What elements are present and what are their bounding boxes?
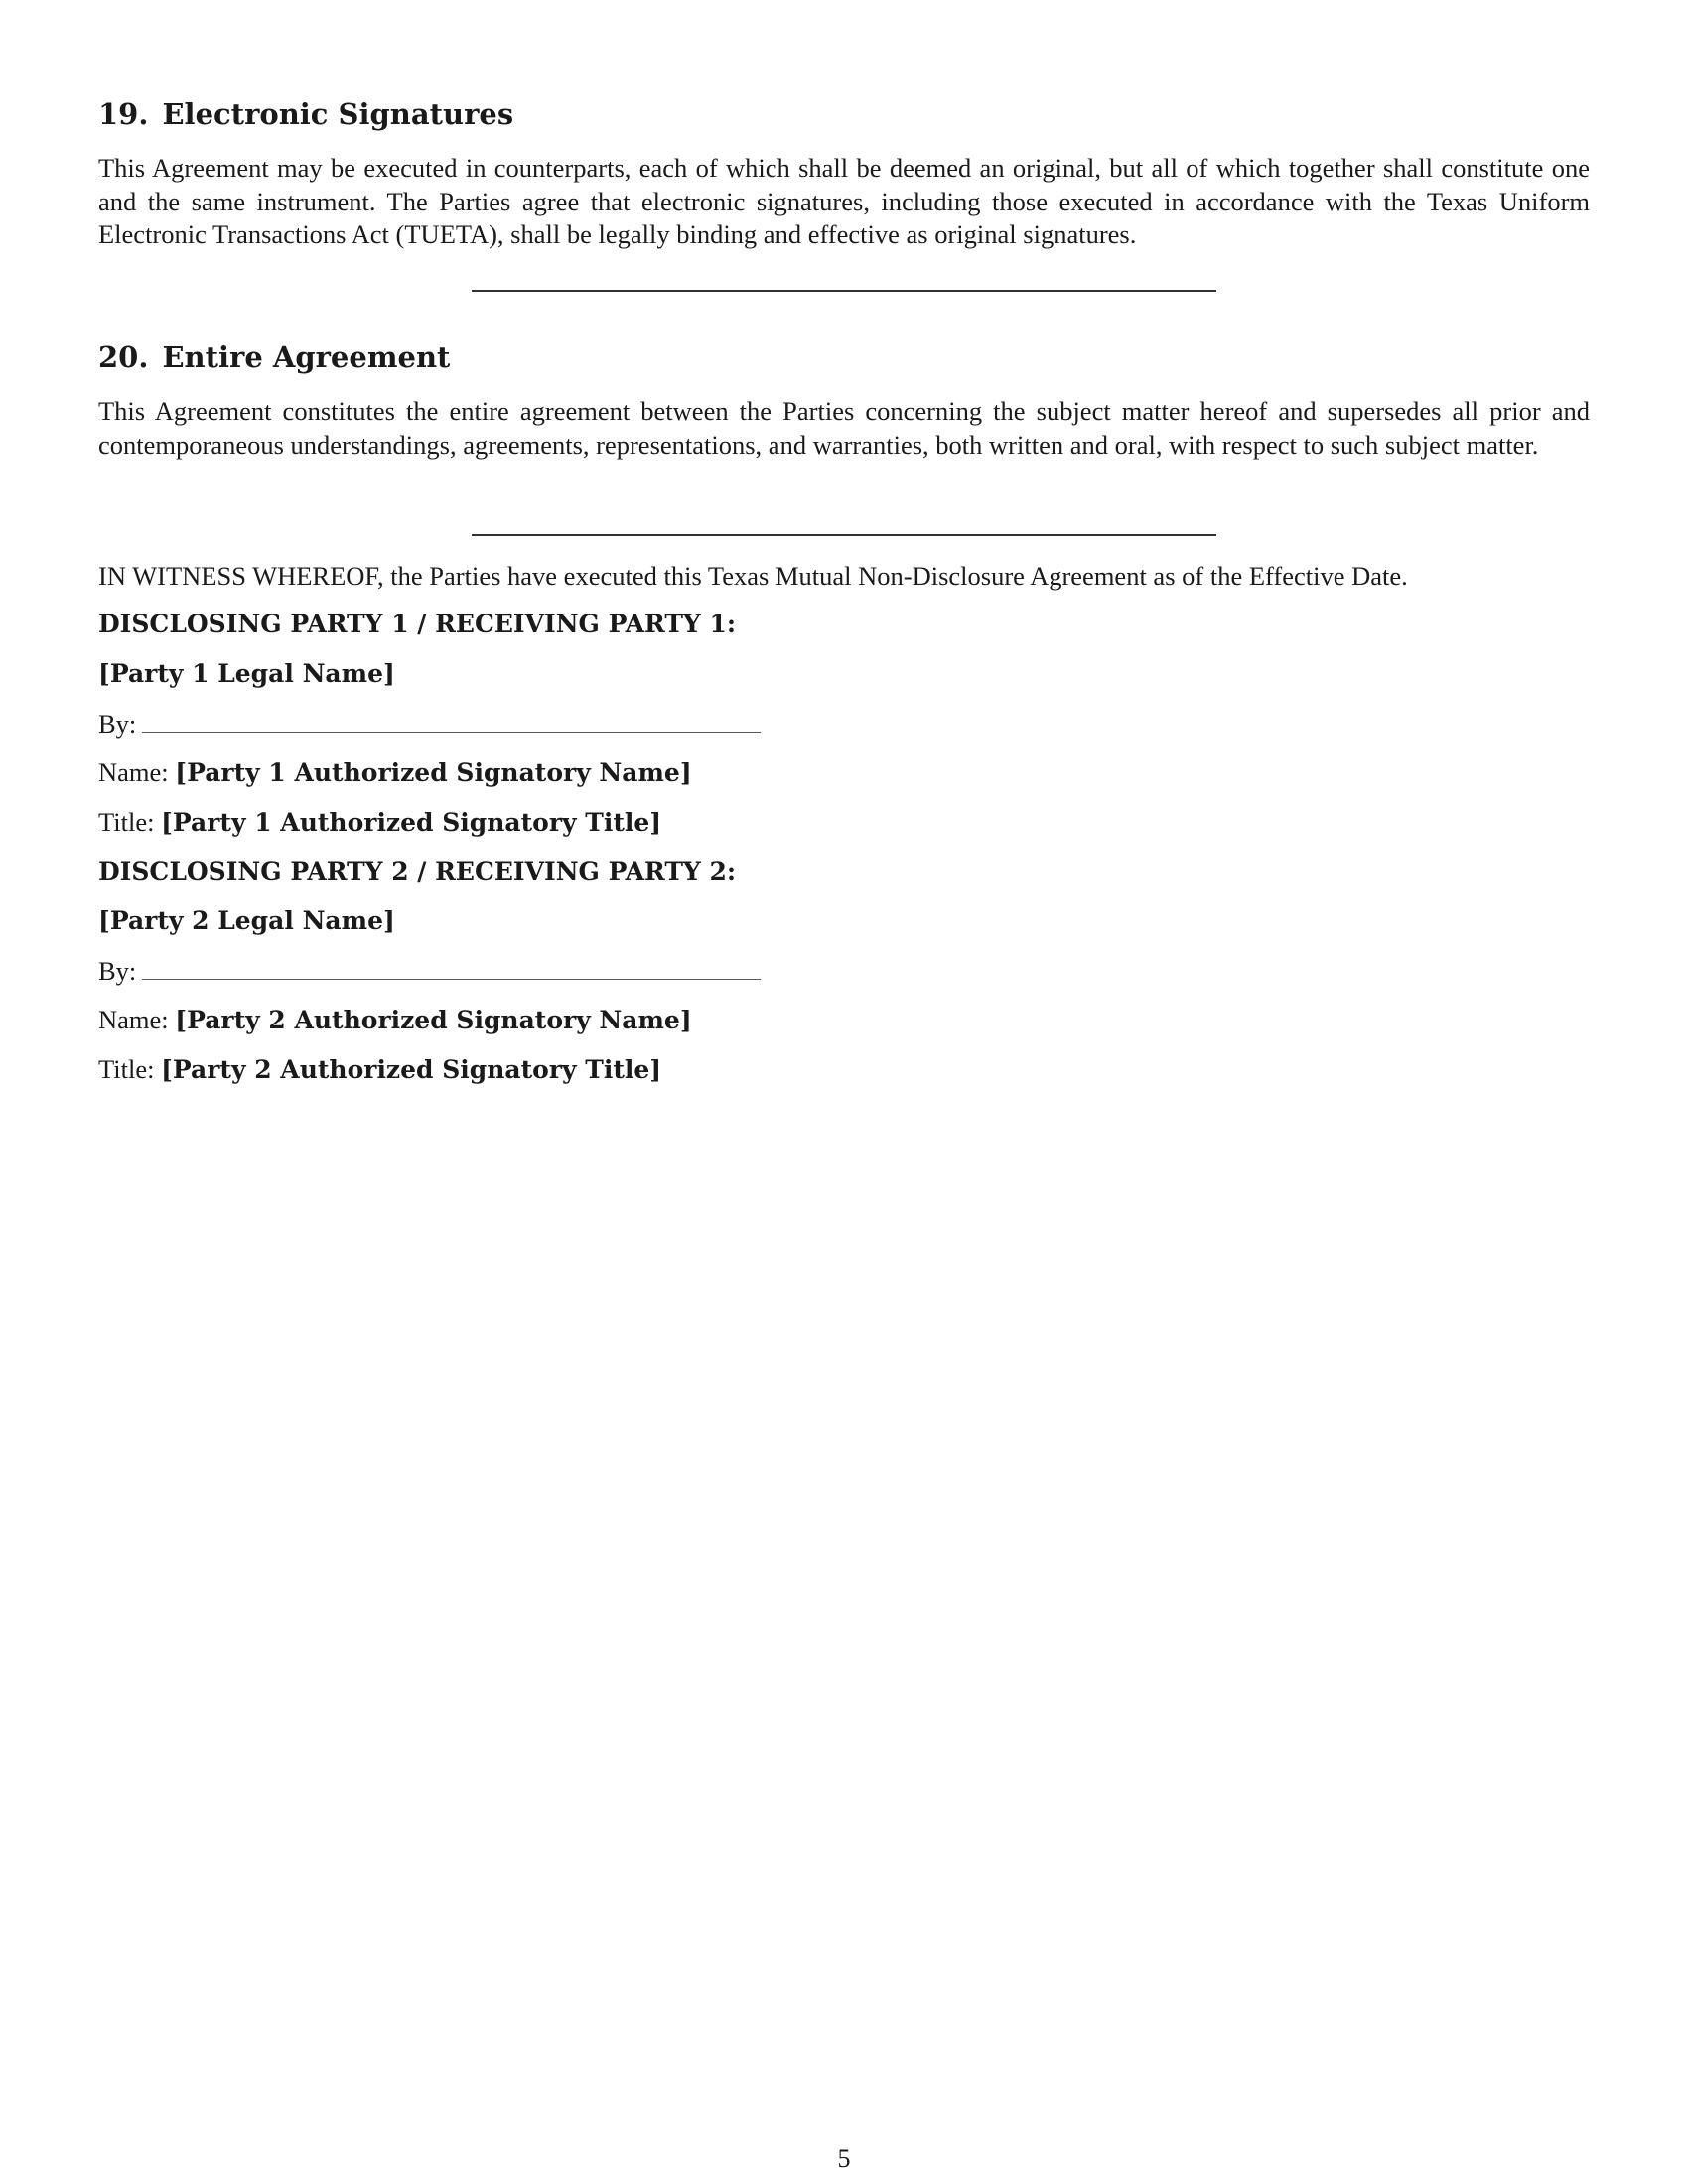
signature-block-heading-party-2: DISCLOSING PARTY 2 / RECEIVING PARTY 2:: [98, 857, 737, 886]
section-title: Entire Agreement: [162, 341, 451, 374]
name-label: Name:: [98, 757, 169, 787]
party-1-signature-field[interactable]: [142, 710, 761, 733]
party-2-signature-field[interactable]: [142, 957, 761, 980]
section-body-electronic-signatures: This Agreement may be executed in counterparts, each of which shall be deemed an original, but all of which together shall constitute one and the same instrument. The Parties agree that electronic signatures, including those executed in accordance with the Texas Uniform Electronic Transactions Act (TUETA), shall be legally binding and effective as original signatures.: [98, 153, 1590, 249]
signature-block-heading-party-1: DISCLOSING PARTY 1 / RECEIVING PARTY 1:: [98, 610, 737, 638]
title-label: Title:: [98, 1054, 155, 1084]
page-number: 5: [837, 2144, 851, 2173]
party-1-legal-name: [Party 1 Legal Name]: [98, 659, 395, 688]
party-1-signatory-name: [Party 1 Authorized Signatory Name]: [175, 758, 692, 787]
party-1-signatory-title: [Party 1 Authorized Signatory Title]: [161, 808, 662, 837]
section-number: 19.: [98, 97, 149, 131]
party-2-signatory-title: [Party 2 Authorized Signatory Title]: [161, 1055, 662, 1084]
section-divider: [472, 534, 1216, 536]
section-heading-electronic-signatures: [98, 97, 513, 131]
by-label: By:: [98, 709, 137, 739]
party-2-title-line: [98, 1053, 661, 1086]
witness-statement: IN WITNESS WHEREOF, the Parties have executed this Texas Mutual Non-Disclosure Agreement as of the Effective Date.: [98, 561, 1408, 591]
party-2-legal-name: [Party 2 Legal Name]: [98, 906, 395, 935]
party-2-name-line: [98, 1004, 692, 1036]
title-label: Title:: [98, 807, 155, 837]
party-2-signatory-name: [Party 2 Authorized Signatory Name]: [175, 1006, 692, 1034]
name-label: Name:: [98, 1005, 169, 1034]
party-1-by-line: [98, 708, 761, 740]
section-heading-entire-agreement: [98, 341, 450, 374]
section-title: Electronic Signatures: [162, 97, 514, 131]
section-divider: [472, 290, 1216, 292]
by-label: By:: [98, 956, 137, 986]
section-body-entire-agreement: This Agreement constitutes the entire agreement between the Parties concerning the subject matter hereof and supersedes all prior and contemporaneous understandings, agreements, representations, and warranties, both written and oral, with respect to such subject matter.: [98, 396, 1590, 460]
party-1-name-line: [98, 756, 692, 789]
party-2-by-line: [98, 955, 761, 987]
section-number: 20.: [98, 341, 149, 374]
party-1-title-line: [98, 806, 661, 839]
